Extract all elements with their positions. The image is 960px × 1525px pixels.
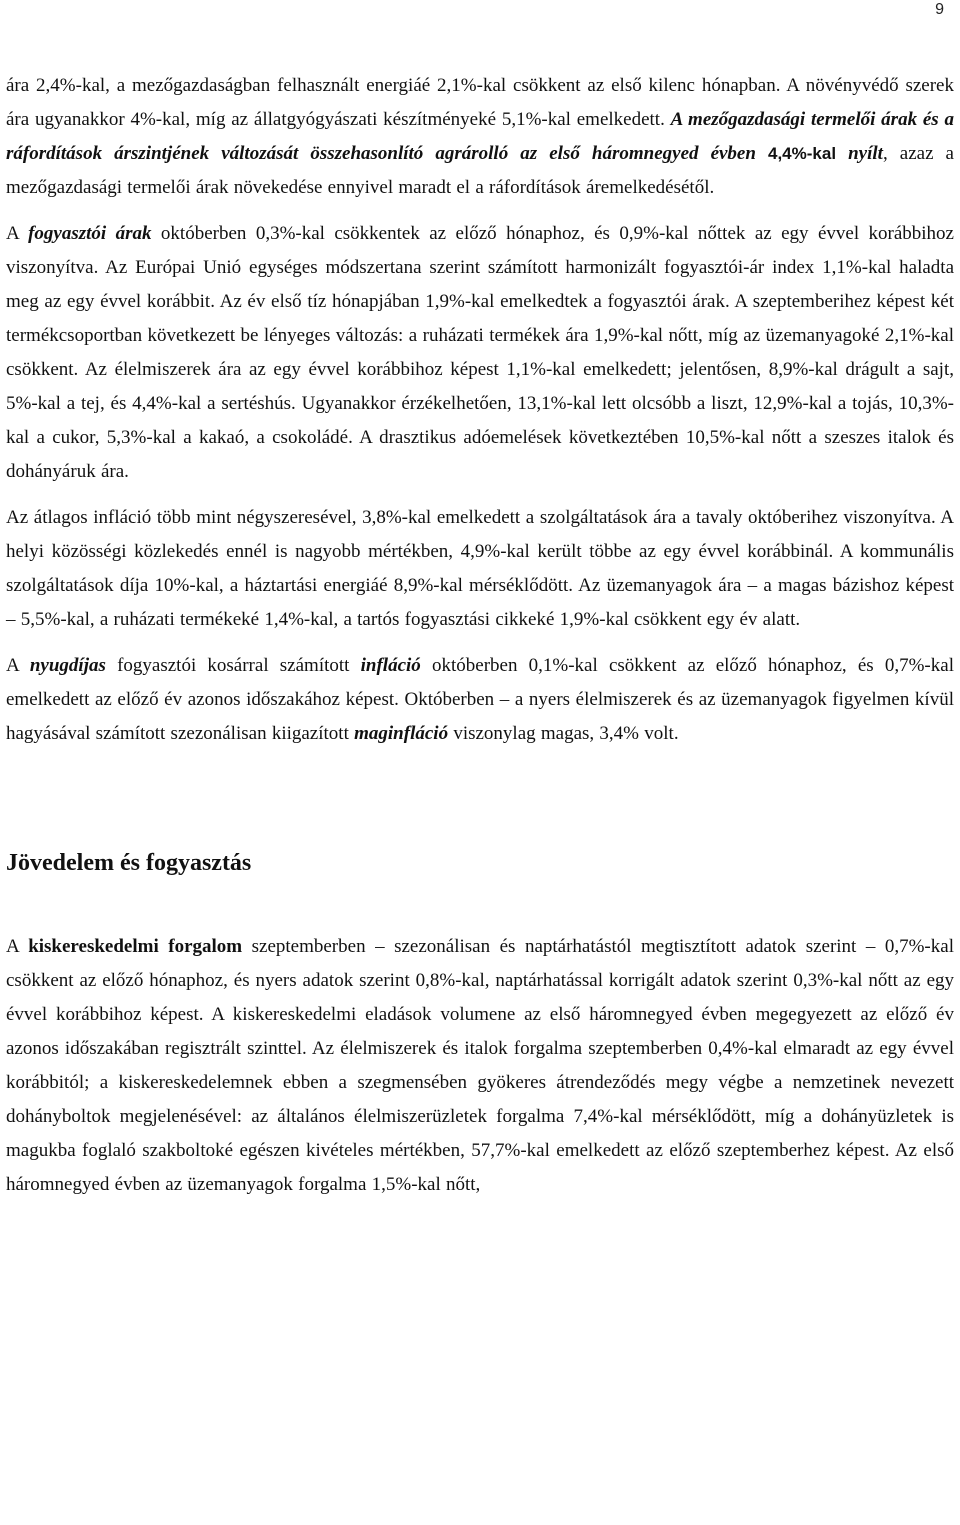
section-heading: Jövedelem és fogyasztás [6,850,252,876]
text-run: ára 2,4%-kal, a mezőgazdaságban felhasznált energiáé 2,1%-kal csökkent az első kilenc hónapban. A növényvédő szerek ára ugyanakkor 4%-kal, míg az állatgyógyászati készítményeké 5,1%-kal emelkedett. [6,75,954,130]
text-run: októberben 0,3%-kal csökkentek az előző hónaphoz, és 0,9%-kal nőttek az egy évvel korábbihoz viszonyítva. Az Európai Unió egységes módszertana szerint számított harmonizált fogyasztói-ár index 1,1%-kal haladta meg az egy évvel korábbit. Az év első tíz hónapjában 1,9%-kal emelkedtek a fogyasztói árak. A szeptemberihez képest két termékcsoportban következett be lényeges változás: a ruházati termékek ára 1,9%-kal nőtt, míg az üzemanyagoké 2,1%-kal csökkent. Az élelmiszerek ára az egy évvel korábbihoz képest 1,1%-kal emelkedett; jelentősen, 8,9%-kal drágult a sajt, 5%-kal a tej, és 4,4%-kal a sertéshús. Ugyanakkor érzékelhetően, 13,1%-kal lett olcsóbb a liszt, 12,9%-kal a tojás, 10,3%-kal a cukor, 5,3%-kal a kakaó, a csokoládé. A drasztikus adóemelések következtében 10,5%-kal nőtt a szeszes italok és dohányáruk ára. [6,223,954,482]
emphasis-text: kiskereskedelmi forgalom [28,936,243,957]
emphasis-text: maginfláció [354,723,449,744]
text-run: A [6,655,30,676]
text-run: szeptemberben – szezonálisan és naptárhatástól megtisztított adatok szerint – 0,7%-kal csökkent az előző hónaphoz, és nyers adatok szerint 0,8%-kal, naptárhatással korrigált adatok szerint 0,3%-kal nőtt az egy évvel korábbihoz képest. A kiskereskedelmi eladások volumene az első háromnegyed évben megegyezett az előző év azonos időszakában regisztrált szinttel. Az élelmiszerek és italok forgalma szeptemberben 0,4%-kal elmaradt az egy évvel korábbitól; a kiskereskedelemnek ebben a szegmensében gyökeres átrendeződés megy végbe a nemzetinek nevezett dohányboltok megjelenésével: az általános élelmiszerüzletek forgalma 7,4%-kal mérséklődött, míg a dohányüzletek is magukba foglaló szakboltoké egészen kivételes mértékben, 57,7%-kal emelkedett az előző szeptemberhez képest. Az első háromnegyed évben az üzemanyagok forgalma 1,5%-kal nőtt, [6,936,954,1195]
document-body [6,69,954,1202]
emphasis-text: A mezőgazdasági termelői árak és a ráfordítások árszintjének változását összehasonlító agrárolló az első háromnegyed évben [6,109,954,164]
paragraph-consumer-prices [6,217,954,489]
text-run: fogyasztói kosárral számított [105,655,361,676]
text-run: viszonylag magas, 3,4% volt. [448,723,679,744]
text-run: októberben 0,1%-kal csökkent az előző hónaphoz, és 0,7%-kal emelkedett az előző év azonos időszakához képest. Októberben – a nyers élelmiszerek és az üzemanyagok figyelmen kívül hagyásával számított szezonálisan kiigazított [6,655,954,744]
emphasis-text: fogyasztói árak [28,223,152,244]
emphasis-text: nyílt [836,143,883,164]
paragraph-agricultural-prices [6,69,954,205]
text-run: A [6,936,29,957]
paragraph-services-inflation: Az átlagos infláció több mint négyszeresével, 3,8%-kal emelkedett a szolgáltatások ára a tavaly októberihez viszonyítva. A helyi közösségi közlekedés ennél is nagyobb mértékben, 4,9%-kal került többe az egy évvel korábbinál. A kommunális szolgáltatások díja 10%-kal, a háztartási energiáé 8,9%-kal mérséklődött. Az üzemanyagok ára – a magas bázishoz képest – 5,5%-kal, a ruházati termékeké 1,4%-kal, a tartós fogyasztási cikkeké 1,9%-kal csökkent egy év alatt. [6,507,954,630]
paragraph-pensioner-inflation [6,649,954,751]
paragraph-retail-sales [6,930,954,1202]
key-figure: 4,4%-kal [768,144,837,163]
page-number: 9 [935,1,944,18]
emphasis-text: infláció [360,655,421,676]
emphasis-text: nyugdíjas [29,655,106,676]
text-run: , azaz a mezőgazdasági termelői árak növekedése ennyivel maradt el a ráfordítások áremelkedésétől. [6,143,954,198]
text-run: A [6,223,29,244]
